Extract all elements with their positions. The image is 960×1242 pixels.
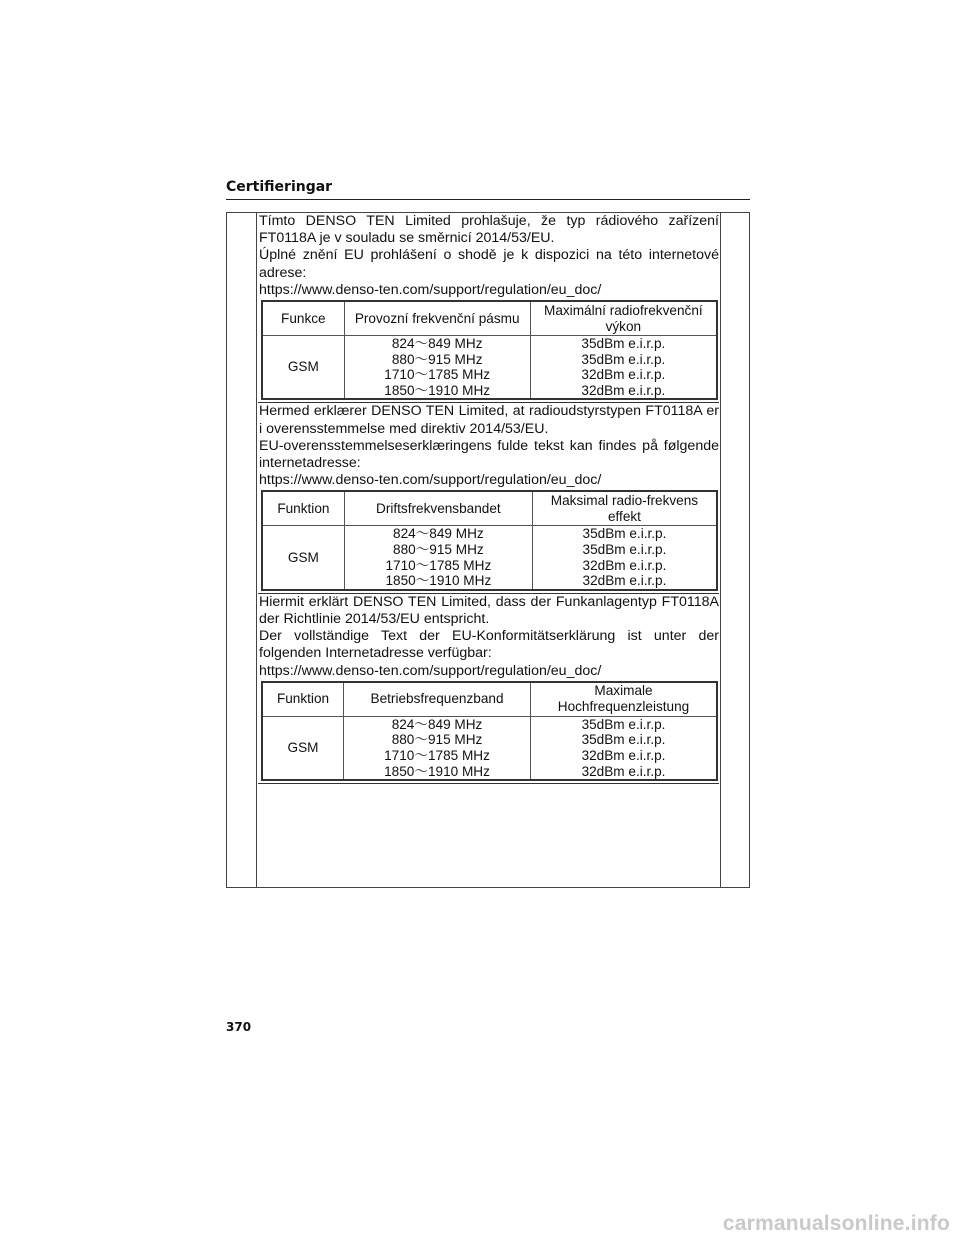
band-value: 880～915 MHz (391, 351, 483, 367)
declaration-url: https://www.denso-ten.com/support/regulation/eu_doc/ (259, 662, 602, 679)
cell-bands (344, 526, 532, 590)
band-value: 1710～1785 MHz (384, 747, 490, 763)
frequency-table (261, 490, 718, 590)
cell-function: GSM (262, 526, 344, 590)
frequency-table (261, 681, 718, 781)
declaration-danish (258, 403, 719, 593)
header-power: Maksimal radio-frekvens effekt (532, 491, 717, 526)
power-value: 32dBm e.i.r.p. (582, 573, 667, 589)
band-value: 824～849 MHz (391, 716, 483, 732)
declaration-availability: Úplné znění EU prohlášení o shodě je k dispozici na této internetové adrese: (259, 247, 719, 281)
band-value: 824～849 MHz (393, 526, 484, 542)
table-row (262, 716, 717, 780)
band-value: 1850～1910 MHz (384, 382, 491, 398)
header-power: Maximale Hochfrequenzleistung (531, 682, 717, 717)
cell-function: GSM (262, 336, 344, 400)
table-row (262, 526, 717, 590)
table-header-row (262, 301, 717, 336)
header-band: Driftsfrekvensbandet (344, 491, 532, 526)
declaration-czech (258, 213, 719, 403)
declaration-statement: Tímto DENSO TEN Limited prohlašuje, že typ rádiového zařízení FT0118A je v souladu se směrnicí 2014/53/EU. (259, 213, 719, 247)
power-value: 35dBm e.i.r.p. (582, 542, 667, 557)
band-value: 1850～1910 MHz (385, 573, 492, 589)
power-value: 35dBm e.i.r.p. (582, 526, 667, 542)
title-rule (226, 199, 750, 200)
band-value: 880～915 MHz (391, 732, 483, 748)
declaration-availability: Der vollständige Text der EU-Konformitätserklärung ist unter der folgenden Internetadresse verfügbar: (259, 628, 719, 662)
frequency-table (261, 300, 718, 400)
cell-powers (532, 526, 717, 590)
cell-bands (344, 336, 530, 400)
table-header-row (262, 682, 717, 717)
power-value: 32dBm e.i.r.p. (582, 557, 667, 573)
band-value: 1710～1785 MHz (385, 557, 492, 573)
declaration-statement: Hermed erklærer DENSO TEN Limited, at radioudstyrstypen FT0118A er i overensstemmelse med direktiv 2014/53/EU. (259, 403, 719, 437)
declaration-availability: EU-overensstemmelseserklæringens fulde tekst kan findes på følgende internetadresse: (259, 437, 719, 471)
declarations-content (258, 213, 719, 784)
cell-powers (531, 716, 717, 780)
header-band: Provozní frekvenční pásmu (344, 301, 530, 336)
power-value: 35dBm e.i.r.p. (581, 351, 666, 367)
declaration-url: https://www.denso-ten.com/support/regulation/eu_doc/ (259, 281, 602, 298)
section-title: Certifieringar (226, 179, 333, 195)
power-value: 32dBm e.i.r.p. (581, 382, 666, 398)
power-value: 32dBm e.i.r.p. (581, 367, 666, 383)
cell-bands (344, 716, 531, 780)
header-function: Funktion (262, 491, 344, 526)
power-value: 32dBm e.i.r.p. (581, 747, 666, 763)
table-header-row (262, 491, 717, 526)
watermark-text: carmanualsonline.info (722, 1212, 950, 1235)
page-number: 370 (226, 1020, 252, 1034)
cell-powers (530, 336, 717, 400)
cell-function: GSM (262, 716, 344, 780)
header-function: Funkce (262, 301, 344, 336)
power-value: 35dBm e.i.r.p. (581, 732, 666, 748)
power-value: 32dBm e.i.r.p. (581, 763, 666, 779)
power-value: 35dBm e.i.r.p. (581, 716, 666, 732)
band-value: 880～915 MHz (393, 542, 484, 557)
header-function: Funktion (262, 682, 344, 717)
declaration-url: https://www.denso-ten.com/support/regulation/eu_doc/ (259, 472, 602, 489)
header-band: Betriebsfrequenzband (344, 682, 531, 717)
band-value: 824～849 MHz (391, 336, 483, 352)
power-value: 35dBm e.i.r.p. (581, 336, 666, 352)
header-power: Maximální radiofrekvenční výkon (530, 301, 717, 336)
declaration-statement: Hiermit erklärt DENSO TEN Limited, dass der Funkanlagentyp FT0118A der Richtlinie 2014/53/EU entspricht. (259, 593, 719, 627)
band-value: 1710～1785 MHz (384, 367, 491, 383)
declaration-german (258, 594, 719, 784)
table-row (262, 336, 717, 400)
band-value: 1850～1910 MHz (384, 763, 490, 779)
